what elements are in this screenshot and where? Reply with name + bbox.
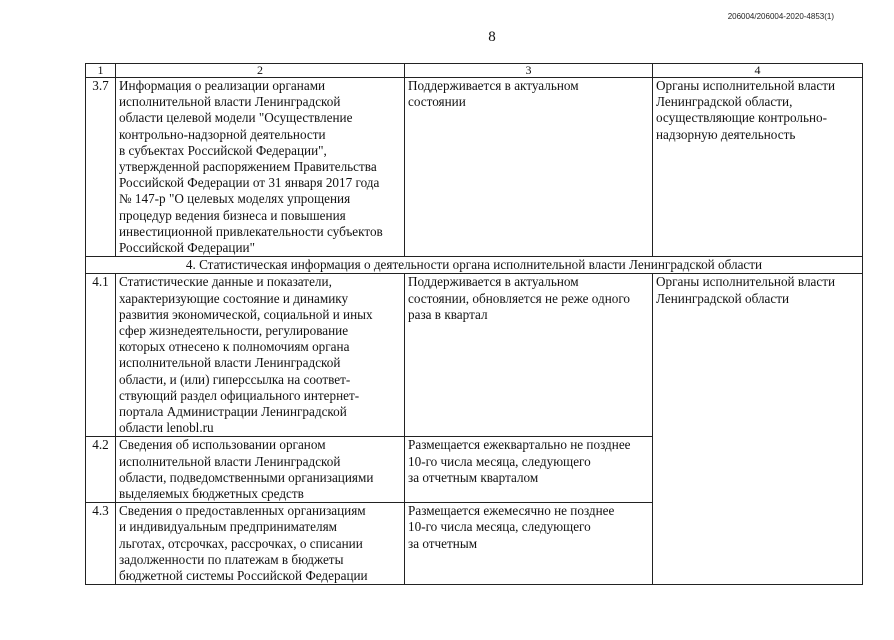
column-header: 4	[653, 64, 863, 78]
row-number: 4.1	[86, 274, 116, 437]
period-cell	[405, 274, 653, 437]
period-cell	[405, 503, 653, 585]
info-text: Статистические данные и показатели, характеризующие состояние и динамику развития экономической, социальной и иных сфер жизнедеятельности, регулирование которых отнесено к полномочиям органа исполнительной власти Ленинградской области, и (или) гиперссылка на соответ- ствующий раздел официального интернет- портала Администрации Ленинградской области lenobl.ru	[119, 274, 373, 436]
info-text: Сведения о предоставленных организациям и индивидуальным предпринимателям льготах, отсрочках, рассрочках, о списании задолженности по платежам в бюджеты бюджетной системы Российской Федерации	[119, 503, 368, 584]
info-cell	[116, 78, 405, 257]
period-text: Поддерживается в актуальном состоянии, обновляется не реже одного раза в квартал	[408, 274, 631, 322]
row-number: 3.7	[86, 78, 116, 257]
section-title: 4. Статистическая информация о деятельности органа исполнительной власти Ленинградской области	[86, 257, 863, 274]
table-row	[86, 78, 863, 257]
column-header: 3	[405, 64, 653, 78]
period-text: Поддерживается в актуальном состоянии	[408, 78, 579, 110]
info-cell	[116, 503, 405, 585]
info-text: Информация о реализации органами исполнительной власти Ленинградской области целевой модели "Осуществление контрольно-надзорной деятельности в субъектах Российской Федерации", утвержденной распоряжением Правительства Российской Федерации от 31 января 2017 года № 147-р "О целевых моделях упрощения процедур ведения бизнеса и повышения инвестиционной привлекательности субъектов Российской Федерации"	[119, 78, 383, 256]
period-cell	[405, 437, 653, 503]
period-cell	[405, 78, 653, 257]
period-text: Размещается ежеквартально не позднее 10-го числа месяца, следующего за отчетным кварталом	[408, 437, 631, 485]
responsible-text: Органы исполнительной власти Ленинградской области, осуществляющие контрольно- надзорную деятельность	[656, 78, 836, 142]
column-header: 1	[86, 64, 116, 78]
page-number: 8	[488, 29, 496, 45]
table-header-row	[86, 64, 863, 78]
document-table	[85, 63, 863, 585]
document-id: 206004/206004-2020-4853(1)	[727, 12, 834, 21]
responsible-cell	[653, 274, 863, 585]
responsible-cell	[653, 78, 863, 257]
info-cell	[116, 274, 405, 437]
row-number: 4.2	[86, 437, 116, 503]
row-number: 4.3	[86, 503, 116, 585]
info-text: Сведения об использовании органом исполнительной власти Ленинградской области, подведомственными организациями выделяемых бюджетных средств	[119, 437, 374, 502]
responsible-text: Органы исполнительной власти Ленинградской области	[656, 274, 836, 306]
period-text: Размещается ежемесячно не позднее 10-го числа месяца, следующего за отчетным	[408, 503, 615, 551]
column-header: 2	[116, 64, 405, 78]
table-row	[86, 274, 863, 437]
info-cell	[116, 437, 405, 503]
section-row	[86, 257, 863, 274]
